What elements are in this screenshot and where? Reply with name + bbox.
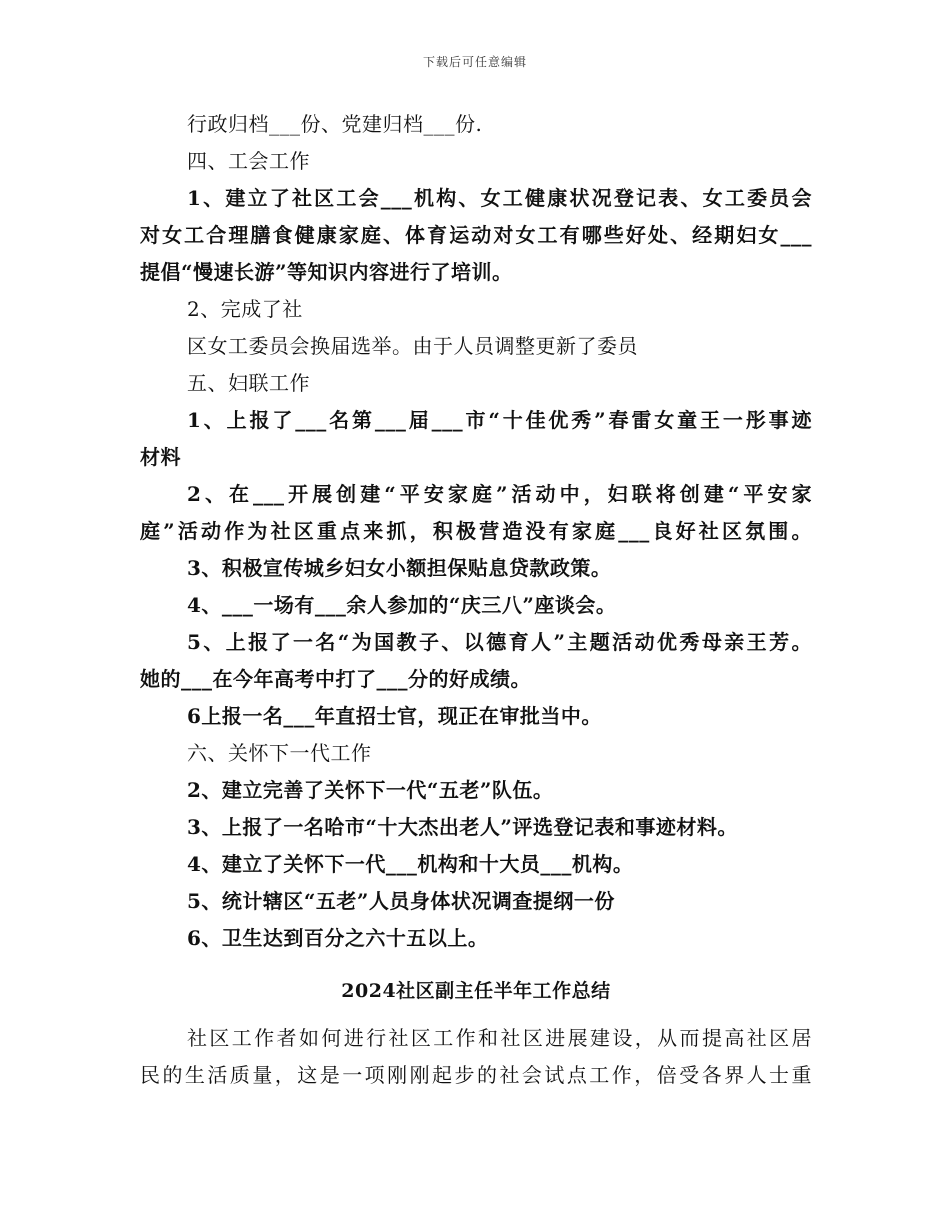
text-line-12: 庭”活动作为社区重点来抓，积极营造没有家庭___良好社区氛围。 xyxy=(140,519,812,543)
text-line-21: 4、建立了关怀下一代___机构和十大员___机构。 xyxy=(187,852,634,876)
text-line-20: 3、上报了一名哈市“十大杰出老人”评选登记表和事迹材料。 xyxy=(187,815,738,839)
text-line-3: 1、建立了社区工会___机构、女工健康状况登记表、女工委员会 xyxy=(187,186,812,210)
paragraph-line-1: 社区工作者如何进行社区工作和社区进展建设，从而提高社区居 xyxy=(187,1026,812,1050)
section-heading-next-generation: 六、关怀下一代工作 xyxy=(187,741,372,765)
text-line-22: 5、统计辖区“五老”人员身体状况调查提纲一份 xyxy=(187,889,615,913)
text-line-5: 提倡“慢速长游”等知识内容进行了培训。 xyxy=(140,260,513,284)
document-body xyxy=(140,106,812,1094)
text-line-1: 行政归档___份、党建归档___份. xyxy=(187,112,483,136)
text-line-15: 5、上报了一名“为国教子、以德育人”主题活动优秀母亲王芳。 xyxy=(187,630,812,654)
text-line-10: 材料 xyxy=(140,445,181,469)
text-line-17: 6上报一名___年直招士官，现正在审批当中。 xyxy=(187,704,602,728)
page-header: 下载后可任意编辑 xyxy=(422,55,527,69)
text-line-19: 2、建立完善了关怀下一代“五老”队伍。 xyxy=(187,778,554,802)
paragraph-line-2: 民的生活质量，这是一项刚刚起步的社会试点工作，倍受各界人士重 xyxy=(140,1063,812,1087)
text-line-14: 4、___一场有___余人参加的“庆三八”座谈会。 xyxy=(187,593,617,617)
document-title: 2024社区副主任半年工作总结 xyxy=(341,980,611,1002)
text-line-6: 2、完成了社 xyxy=(187,297,303,321)
text-line-13: 3、积极宣传城乡妇女小额担保贴息贷款政策。 xyxy=(187,556,612,580)
text-line-16: 她的___在今年高考中打了___分的好成绩。 xyxy=(140,667,531,691)
text-line-7: 区女工委员会换届选举。由于人员调整更新了委员 xyxy=(187,334,638,358)
text-line-11: 2、在___开展创建“平安家庭”活动中，妇联将创建“平安家 xyxy=(187,482,812,506)
text-line-23: 6、卫生达到百分之六十五以上。 xyxy=(187,926,489,950)
text-line-4: 对女工合理膳食健康家庭、体育运动对女工有哪些好处、经期妇女___ xyxy=(140,223,812,247)
section-heading-union: 四、工会工作 xyxy=(187,149,310,173)
text-line-9: 1、上报了___名第___届___市“十佳优秀”春雷女童王一彤事迹 xyxy=(187,408,812,432)
section-heading-womens-federation: 五、妇联工作 xyxy=(187,371,310,395)
